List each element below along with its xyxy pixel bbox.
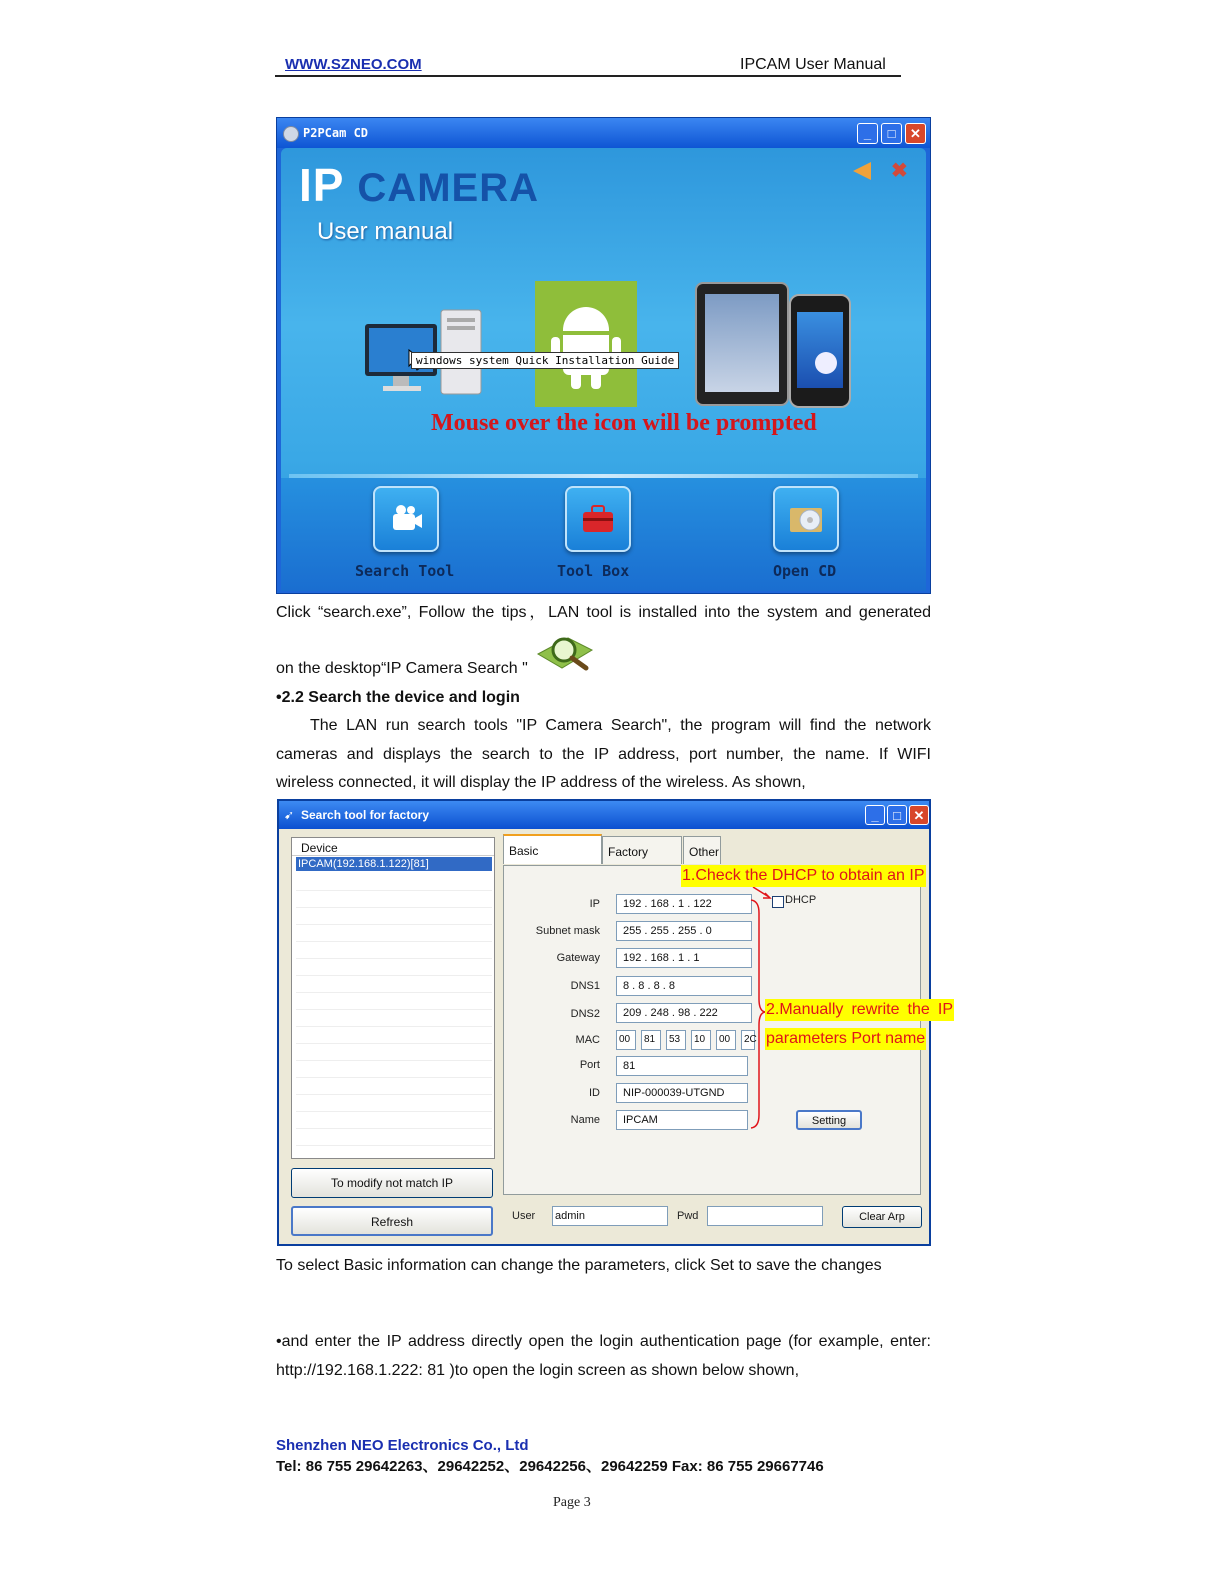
- mac-octet-field[interactable]: 2C: [741, 1030, 755, 1050]
- tab-factory-param[interactable]: Factory: [602, 836, 682, 864]
- paragraph-line: Click “search.exe”, Follow the tips，LAN tool is installed into the system and generated: [276, 604, 931, 621]
- folder-cd-icon: [789, 504, 823, 534]
- open-cd-label[interactable]: Open CD: [773, 562, 837, 580]
- modify-ip-button[interactable]: To modify not match IP: [291, 1168, 493, 1198]
- feather-icon: ➹: [284, 808, 295, 822]
- exit-icon[interactable]: ✖: [891, 160, 908, 182]
- hover-prompt: Mouse over the icon will be prompted: [431, 410, 817, 436]
- android-icon[interactable]: [535, 281, 637, 407]
- clear-arp-button[interactable]: Clear Arp: [842, 1206, 922, 1228]
- paragraph-line: The LAN run search tools "IP Camera Search", the program will find the network: [310, 717, 931, 734]
- android-head: [563, 307, 609, 331]
- name-label: Name: [570, 1114, 600, 1126]
- p2pcam-cd-window: [276, 117, 931, 594]
- user-field[interactable]: admin: [552, 1206, 668, 1226]
- tab-basic-information[interactable]: Basic: [503, 834, 602, 864]
- search-tool-label[interactable]: Search Tool: [355, 562, 455, 580]
- iphone-screen: [797, 312, 843, 388]
- cd-app-icon: [283, 126, 299, 142]
- maximize-button[interactable]: □: [887, 805, 907, 825]
- id-field[interactable]: NIP-000039-UTGND: [616, 1083, 748, 1103]
- tool-box-button[interactable]: [565, 486, 631, 552]
- back-arrow-icon[interactable]: [853, 162, 871, 180]
- minimize-button[interactable]: _: [865, 805, 885, 825]
- gateway-field[interactable]: 192 . 168 . 1 . 1: [616, 948, 752, 968]
- toolbox-icon: [581, 504, 615, 534]
- paragraph-line: on the desktop“IP Camera Search ": [276, 660, 528, 677]
- cd-menu-panel: [281, 148, 926, 591]
- page-number: Page 3: [553, 1495, 591, 1510]
- mac-octet-field[interactable]: 00: [716, 1030, 736, 1050]
- mac-octet-field[interactable]: 00: [616, 1030, 636, 1050]
- maximize-button[interactable]: □: [881, 123, 902, 144]
- paragraph-line: cameras and displays the search to the IP address, port number, the name. If WIFI: [276, 746, 931, 763]
- dns1-label: DNS1: [570, 980, 600, 992]
- paragraph-line: wireless connected, it will display the IP address of the wireless. As shown,: [276, 774, 806, 791]
- paragraph-line: http://192.168.1.222: 81 )to open the login screen as shown below shown,: [276, 1362, 800, 1379]
- dns1-field[interactable]: 8 . 8 . 8 . 8: [616, 976, 752, 996]
- paragraph-line: To select Basic information can change the parameters, click Set to save the changes: [276, 1257, 882, 1274]
- mac-label: MAC: [575, 1034, 600, 1046]
- search-tool-button[interactable]: [373, 486, 439, 552]
- camera-icon: [389, 504, 423, 534]
- site-link[interactable]: WWW.SZNEO.COM: [285, 56, 422, 73]
- title-bar: [277, 118, 930, 148]
- brand-ip: IP: [299, 159, 344, 211]
- paragraph-text: and enter the IP address directly open the login authentication page (for example, enter:: [281, 1333, 931, 1350]
- tool-box-label[interactable]: Tool Box: [557, 562, 630, 580]
- paragraph-line: •and enter the IP address directly open the login authentication page (for example, enter:: [276, 1333, 931, 1350]
- tab-other[interactable]: Other: [683, 836, 721, 864]
- apple-icon: [815, 352, 837, 374]
- list-item[interactable]: IPCAM(192.168.1.122)[81]: [296, 857, 492, 871]
- window-title: Search tool for factory: [301, 808, 430, 822]
- section-heading-text: 2.2 Search the device and login: [281, 689, 520, 706]
- minimize-button[interactable]: _: [857, 123, 878, 144]
- refresh-button[interactable]: Refresh: [291, 1206, 493, 1236]
- contact-info: Tel: 86 755 29642263、29642252、29642256、29642259 Fax: 86 755 29667746: [276, 1458, 824, 1475]
- pwd-label: Pwd: [677, 1210, 699, 1222]
- android-leg: [571, 375, 581, 389]
- ipad-screen: [705, 294, 779, 392]
- dns2-field[interactable]: 209 . 248 . 98 . 222: [616, 1003, 752, 1023]
- subnet-mask-label: Subnet mask: [535, 925, 600, 937]
- android-leg: [591, 375, 601, 389]
- list-header: Device: [292, 838, 494, 856]
- document-title: IPCAM User Manual: [740, 56, 886, 73]
- brand-camera: CAMERA: [357, 166, 539, 210]
- header-rule: [275, 75, 901, 77]
- name-field[interactable]: IPCAM: [616, 1110, 748, 1130]
- tool-bar: [281, 478, 926, 591]
- iphone-icon[interactable]: [789, 294, 851, 408]
- mac-octet-field[interactable]: 10: [691, 1030, 711, 1050]
- ip-camera-search-icon: [534, 632, 596, 674]
- mac-octet-field[interactable]: 53: [666, 1030, 686, 1050]
- subnet-mask-field[interactable]: 255 . 255 . 255 . 0: [616, 921, 752, 941]
- brand-title: [299, 158, 539, 212]
- id-label: ID: [589, 1087, 600, 1099]
- gateway-label: Gateway: [556, 952, 600, 964]
- port-label: Port: [579, 1059, 600, 1071]
- ip-field[interactable]: 192 . 168 . 1 . 122: [616, 894, 752, 914]
- annotation-manual-ip: 2.Manually rewrite the IP: [765, 999, 954, 1021]
- tooltip: windows system Quick Installation Guide: [411, 352, 679, 369]
- window-title: P2PCam CD: [303, 126, 369, 140]
- subtitle: User manual: [317, 218, 454, 245]
- user-label: User: [512, 1210, 536, 1222]
- company-name: Shenzhen NEO Electronics Co., Ltd: [276, 1437, 529, 1454]
- close-button[interactable]: ✕: [905, 123, 926, 144]
- annotation-dhcp: 1.Check the DHCP to obtain an IP: [681, 865, 926, 887]
- dhcp-label: DHCP: [785, 894, 817, 906]
- mac-octet-field[interactable]: 81: [641, 1030, 661, 1050]
- ipad-icon[interactable]: [695, 282, 789, 406]
- annotation-port-name: parameters Port name: [765, 1028, 926, 1050]
- section-heading: •2.2 Search the device and login: [276, 689, 520, 706]
- setting-button[interactable]: Setting: [796, 1110, 862, 1130]
- dns2-label: DNS2: [570, 1008, 600, 1020]
- port-field[interactable]: 81: [616, 1056, 748, 1076]
- ip-label: IP: [589, 898, 600, 910]
- open-cd-button[interactable]: [773, 486, 839, 552]
- close-button[interactable]: ✕: [909, 805, 929, 825]
